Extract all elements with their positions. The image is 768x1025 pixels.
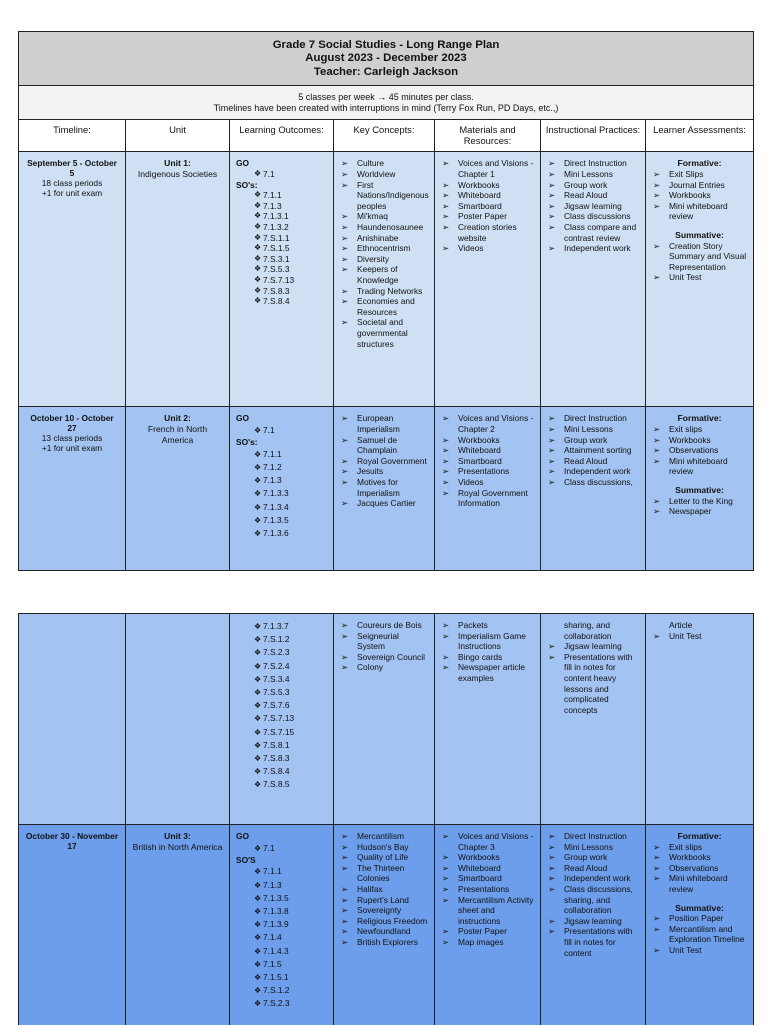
unit-2-assessments [646, 407, 753, 570]
practice: ➢ Group work [547, 435, 639, 446]
timeline-dates: September 5 - October 5 [27, 158, 117, 179]
material: ➢ Workbooks [441, 435, 534, 446]
timeline-periods: 18 class periods [41, 178, 103, 189]
summative-assessment: ➢ Newspaper [652, 506, 747, 517]
practice: ➢ Jigsaw learning [547, 201, 639, 212]
summative-list [652, 913, 747, 955]
materials-list [441, 413, 534, 508]
formative-assessment: ➢ Exit Slips [652, 169, 747, 180]
unit-2-practices [541, 407, 646, 570]
practices-list [547, 831, 639, 958]
specific-outcomes-list [236, 190, 327, 307]
general-outcome: ❖ 7.1 [236, 424, 327, 437]
key-concept: ➢ Societal and governmental structures [340, 317, 428, 349]
column-header-row [19, 120, 753, 152]
key-concept: ➢ Motives for Imperialism [340, 477, 428, 498]
formative-assessment: ➢ Exit slips [652, 842, 747, 853]
material: ➢ Creation stories website [441, 222, 534, 243]
key-concept: ➢ Religious Freedom [340, 916, 428, 927]
specific-outcome: ❖ 7.1.3.8 [236, 905, 327, 918]
practice: ➢ Presentations with fill in notes for content [547, 926, 639, 958]
summative-list [652, 496, 747, 517]
unit-2-name-cell [126, 407, 230, 570]
schedule-line-2: Timelines have been created with interruptions in mind (Terry Fox Run, PD Days, etc.,) [213, 103, 559, 114]
timeline-periods: 13 class periods [41, 433, 103, 444]
formative-assessment: ➢ Workbooks [652, 852, 747, 863]
col-header-assessments: Learner Assessments: [646, 120, 753, 152]
formative-assessment: ➢ Mini whiteboard review [652, 201, 747, 222]
col-header-outcomes: Learning Outcomes: [230, 120, 334, 152]
formative-assessment: ➢ Exit slips [652, 424, 747, 435]
material: ➢ Bingo cards [441, 652, 534, 663]
general-outcomes-list [236, 842, 327, 855]
long-range-plan-table-page-2 [18, 613, 754, 1025]
key-concepts-list [340, 620, 428, 673]
assessment-continued: Article [669, 620, 693, 630]
key-concepts-list [340, 413, 428, 508]
practice: ➢ Presentations with fill in notes for content heavy lessons and complicated concepts [547, 652, 639, 716]
specific-outcome: ❖ 7.S.5.3 [236, 686, 327, 699]
key-concept: ➢ Mi'kmaq [340, 211, 428, 222]
specific-outcome: ❖ 7.S.1.2 [236, 633, 327, 646]
specific-outcome: ❖ 7.S.3.4 [236, 673, 327, 686]
specific-outcome: ❖ 7.1.3.5 [236, 514, 327, 527]
practice: ➢ Class discussions, [547, 477, 639, 488]
specific-outcome: ❖ 7.S.3.1 [236, 254, 327, 265]
specific-outcome: ❖ 7.1.5 [236, 958, 327, 971]
formative-assessment: ➢ Workbooks [652, 435, 747, 446]
material: ➢ Poster Paper [441, 211, 534, 222]
go-label: GO [236, 413, 250, 424]
key-concept: ➢ British Explorers [340, 937, 428, 948]
general-outcome: ❖ 7.1 [236, 169, 327, 180]
go-label: GO [236, 831, 250, 841]
key-concept: ➢ Quality of Life [340, 852, 428, 863]
specific-outcome: ❖ 7.1.5.1 [236, 971, 327, 984]
unit-title: Unit 2: [164, 413, 191, 424]
specific-outcome: ❖ 7.1.3.9 [236, 918, 327, 931]
unit-3-outcomes [230, 825, 334, 1025]
specific-outcome: ❖ 7.1.1 [236, 190, 327, 201]
specific-outcome: ❖ 7.1.4.3 [236, 945, 327, 958]
specific-outcome: ❖ 7.S.8.5 [236, 778, 327, 791]
unit-2-cont-materials [435, 614, 541, 825]
summative-assessment: ➢ Position Paper [652, 913, 747, 924]
material: ➢ Newspaper article examples [441, 662, 534, 683]
specific-outcome: ❖ 7.S.8.1 [236, 739, 327, 752]
specific-outcome: ❖ 7.S.2.3 [236, 997, 327, 1010]
material: ➢ Royal Government Information [441, 488, 534, 509]
material: ➢ Videos [441, 477, 534, 488]
unit-2-cont-timeline [19, 614, 126, 825]
material: ➢ Imperialism Game Instructions [441, 631, 534, 652]
formative-list [652, 842, 747, 895]
key-concept: ➢ Halifax [340, 884, 428, 895]
unit-3-concepts [334, 825, 435, 1025]
specific-outcome: ❖ 7.1.3.5 [236, 892, 327, 905]
unit-1-outcomes [230, 152, 334, 406]
specific-outcome: ❖ 7.1.3.4 [236, 501, 327, 514]
materials-list [441, 631, 534, 684]
unit-1-timeline [19, 152, 126, 406]
specific-outcomes-list [236, 620, 327, 792]
specific-outcome: ❖ 7.S.5.3 [236, 264, 327, 275]
specific-outcome: ❖ 7.1.3.2 [236, 222, 327, 233]
unit-2-outcomes [230, 407, 334, 570]
material: ➢ Workbooks [441, 852, 534, 863]
material: ➢ Whiteboard [441, 445, 534, 456]
practice: ➢ Class discussions, sharing, and collaboration [547, 884, 639, 916]
materials-list [441, 831, 534, 948]
specific-outcome: ❖ 7.1.3 [236, 201, 327, 212]
formative-assessment: ➢ Mini whiteboard review [652, 873, 747, 894]
practice: ➢ Direct Instruction [547, 831, 639, 842]
plan-title-banner [19, 32, 753, 86]
formative-heading: Formative: [677, 158, 722, 169]
key-concept: ➢ Diversity [340, 254, 428, 265]
key-concept: ➢ Hudson's Bay [340, 842, 428, 853]
practice: ➢ Mini Lessons [547, 842, 639, 853]
material: ➢ Voices and Visions - Chapter 3 [441, 831, 534, 852]
practices-list [547, 158, 639, 253]
specific-outcome: ❖ 7.S.8.4 [236, 765, 327, 778]
material: ➢ Whiteboard [441, 190, 534, 201]
specific-outcome: ❖ 7.S.7.15 [236, 726, 327, 739]
summative-assessment: ➢ Unit Test [652, 945, 747, 956]
unit-1-practices [541, 152, 646, 406]
key-concept: ➢ Jacques Cartier [340, 498, 428, 509]
unit-2-cont-practices [541, 614, 646, 825]
practice-continued: sharing, and collaboration [564, 620, 612, 641]
specific-outcome: ❖ 7.S.7.13 [236, 275, 327, 286]
specific-outcome: ❖ 7.1.1 [236, 448, 327, 461]
specific-outcome: ❖ 7.S.8.3 [236, 286, 327, 297]
material-continued: ➢ Packets [441, 620, 534, 631]
practice: ➢ Jigsaw learning [547, 641, 639, 652]
specific-outcome: ❖ 7.S.2.3 [236, 646, 327, 659]
summative-assessment: ➢ Unit Test [652, 272, 747, 283]
key-concept: ➢ Newfoundland [340, 926, 428, 937]
plan-teacher: Teacher: Carleigh Jackson [313, 65, 459, 78]
schedule-info [19, 86, 753, 120]
unit-title: Unit 1: [164, 158, 191, 169]
specific-outcome: ❖ 7.1.4 [236, 931, 327, 944]
unit-name: French in North America [147, 424, 208, 445]
practice: ➢ Jigsaw learning [547, 916, 639, 927]
key-concept: ➢ Royal Government [340, 456, 428, 467]
specific-outcome: ❖ 7.S.2.4 [236, 660, 327, 673]
unit-1-row [19, 152, 753, 407]
material: ➢ Whiteboard [441, 863, 534, 874]
summative-heading: Summative: [675, 902, 724, 913]
col-header-materials: Materials and Resources: [435, 120, 541, 152]
key-concept: ➢ Colony [340, 662, 428, 673]
practice: ➢ Independent work [547, 873, 639, 884]
unit-2-cont-outcomes [230, 614, 334, 825]
material: ➢ Voices and Visions - Chapter 1 [441, 158, 534, 179]
unit-title: Unit 3: [164, 831, 191, 841]
material: ➢ Voices and Visions - Chapter 2 [441, 413, 534, 434]
summative-assessment: ➢ Creation Story Summary and Visual Representation [652, 241, 747, 273]
summative-heading: Summative: [675, 229, 724, 240]
key-concepts-list [340, 831, 428, 948]
specific-outcome: ❖ 7.1.3.1 [236, 211, 327, 222]
practice: ➢ Class discussions [547, 211, 639, 222]
formative-assessment: ➢ Journal Entries [652, 180, 747, 191]
key-concepts-list [340, 158, 428, 349]
summative-assessment: ➢ Mercantilism and Exploration Timeline [652, 924, 747, 945]
specific-outcome: ❖ 7.S.1.1 [236, 233, 327, 244]
unit-1-concepts [334, 152, 435, 406]
unit-1-name-cell [126, 152, 230, 406]
unit-2-row [19, 407, 753, 570]
key-concept: ➢ Economies and Resources [340, 296, 428, 317]
key-concept: ➢ Ethnocentrism [340, 243, 428, 254]
practice: ➢ Read Aloud [547, 190, 639, 201]
specific-outcome: ❖ 7.S.1.2 [236, 984, 327, 997]
formative-heading: Formative: [677, 831, 722, 841]
specific-outcome: ❖ 7.S.7.6 [236, 699, 327, 712]
long-range-plan-table-page-1 [18, 31, 754, 571]
practice: ➢ Attainment sorting [547, 445, 639, 456]
unit-name: British in North America [132, 841, 223, 852]
specific-outcome: ❖ 7.S.1.5 [236, 243, 327, 254]
practice: ➢ Independent work [547, 466, 639, 477]
summative-assessment: ➢ Unit Test [652, 631, 747, 642]
formative-assessment: ➢ Workbooks [652, 190, 747, 201]
summative-assessment: ➢ Letter to the King [652, 496, 747, 507]
specific-outcome: ❖ 7.S.7.13 [236, 712, 327, 725]
specific-outcome: ❖ 7.1.3.6 [236, 527, 327, 540]
specific-outcome: ❖ 7.1.2 [236, 461, 327, 474]
practices-list [547, 641, 639, 715]
key-concept: ➢ Samuel de Champlain [340, 435, 428, 456]
practice: ➢ Read Aloud [547, 456, 639, 467]
key-concept: ➢ The Thirteen Colonies [340, 863, 428, 884]
materials-list [441, 158, 534, 253]
material: ➢ Poster Paper [441, 926, 534, 937]
practice: ➢ Independent work [547, 243, 639, 254]
key-concept: ➢ Seigneurial System [340, 631, 428, 652]
unit-2-continued-row [19, 614, 753, 825]
material: ➢ Smartboard [441, 456, 534, 467]
timeline-exam: +1 for unit exam [41, 188, 103, 199]
plan-title: Grade 7 Social Studies - Long Range Plan [272, 39, 500, 51]
practices-list [547, 413, 639, 487]
unit-2-timeline [19, 407, 126, 570]
material: ➢ Presentations [441, 884, 534, 895]
key-concept: ➢ Anishinabe [340, 233, 428, 244]
practice: ➢ Direct Instruction [547, 413, 639, 424]
formative-assessment: ➢ Mini whiteboard review [652, 456, 747, 477]
specific-outcomes-list [236, 865, 327, 1010]
material: ➢ Smartboard [441, 201, 534, 212]
key-concept: ➢ Sovereign Council [340, 652, 428, 663]
summative-heading: Summative: [675, 484, 724, 495]
key-concept: ➢ Sovereignty [340, 905, 428, 916]
material: ➢ Workbooks [441, 180, 534, 191]
formative-heading: Formative: [677, 413, 722, 424]
unit-3-practices [541, 825, 646, 1025]
practice: ➢ Read Aloud [547, 863, 639, 874]
key-concept: ➢ European Imperialism [340, 413, 428, 434]
unit-2-cont-concepts [334, 614, 435, 825]
specific-outcomes-list [236, 448, 327, 540]
specific-outcome: ❖ 7.S.8.4 [236, 296, 327, 307]
key-concept: ➢ Culture [340, 158, 428, 169]
formative-list [652, 169, 747, 222]
col-header-concepts: Key Concepts: [334, 120, 435, 152]
material: ➢ Map images [441, 937, 534, 948]
practice: ➢ Group work [547, 180, 639, 191]
timeline-dates: October 10 - October 27 [30, 413, 114, 434]
summative-list [652, 631, 747, 642]
practice: ➢ Mini Lessons [547, 424, 639, 435]
specific-outcome: ❖ 7.1.3.7 [236, 620, 327, 633]
unit-2-cont-assessments [646, 614, 753, 825]
key-concept: ➢ Worldview [340, 169, 428, 180]
plan-dates: August 2023 - December 2023 [305, 52, 467, 65]
key-concept: ➢ Trading Networks [340, 286, 428, 297]
material: ➢ Videos [441, 243, 534, 254]
specific-outcome: ❖ 7.1.3 [236, 879, 327, 892]
key-concept: ➢ Jesuits [340, 466, 428, 477]
practice: ➢ Class compare and contrast review [547, 222, 639, 243]
general-outcome: ❖ 7.1 [236, 842, 327, 855]
material: ➢ Smartboard [441, 873, 534, 884]
schedule-line-1: 5 classes per week → 45 minutes per class. [298, 92, 474, 103]
sos-label: SO's: [236, 437, 258, 448]
key-concept: ➢ Mercantilism [340, 831, 428, 842]
sos-label: SO's: [236, 179, 258, 190]
specific-outcome: ❖ 7.1.1 [236, 865, 327, 878]
key-concept: ➢ Coureurs de Bois [340, 620, 428, 631]
unit-1-materials [435, 152, 541, 406]
key-concept: ➢ Keepers of Knowledge [340, 264, 428, 285]
specific-outcome: ❖ 7.1.3.3 [236, 487, 327, 500]
summative-list [652, 241, 747, 283]
practice: ➢ Direct Instruction [547, 158, 639, 169]
unit-3-materials [435, 825, 541, 1025]
specific-outcome: ❖ 7.S.8.3 [236, 752, 327, 765]
go-label: GO [236, 158, 250, 169]
formative-assessment: ➢ Observations [652, 863, 747, 874]
practice: ➢ Group work [547, 852, 639, 863]
unit-name: Indigenous Societies [137, 169, 218, 179]
timeline-dates: October 30 - November 17 [25, 831, 119, 851]
unit-2-concepts [334, 407, 435, 570]
col-header-practices: Instructional Practices: [541, 120, 646, 152]
col-header-unit: Unit [126, 120, 230, 152]
material: ➢ Presentations [441, 466, 534, 477]
unit-2-materials [435, 407, 541, 570]
unit-2-cont-unit [126, 614, 230, 825]
general-outcomes-list [236, 169, 327, 180]
unit-3-name-cell [126, 825, 230, 1025]
unit-3-assessments [646, 825, 753, 1025]
unit-3-row [19, 825, 753, 1025]
specific-outcome: ❖ 7.1.3 [236, 474, 327, 487]
unit-3-timeline [19, 825, 126, 1025]
general-outcomes-list [236, 424, 327, 437]
formative-assessment: ➢ Observations [652, 445, 747, 456]
timeline-exam: +1 for unit exam [41, 443, 103, 454]
practice: ➢ Mini Lessons [547, 169, 639, 180]
formative-list [652, 424, 747, 477]
sos-label: SO'S [236, 854, 256, 865]
unit-1-assessments [646, 152, 753, 406]
key-concept: ➢ Rupert's Land [340, 895, 428, 906]
key-concept: ➢ Haundenosaunee [340, 222, 428, 233]
col-header-timeline: Timeline: [19, 120, 126, 152]
material: ➢ Mercantilism Activity sheet and instructions [441, 895, 534, 927]
key-concept: ➢ First Nations/Indigenous peoples [340, 180, 428, 212]
